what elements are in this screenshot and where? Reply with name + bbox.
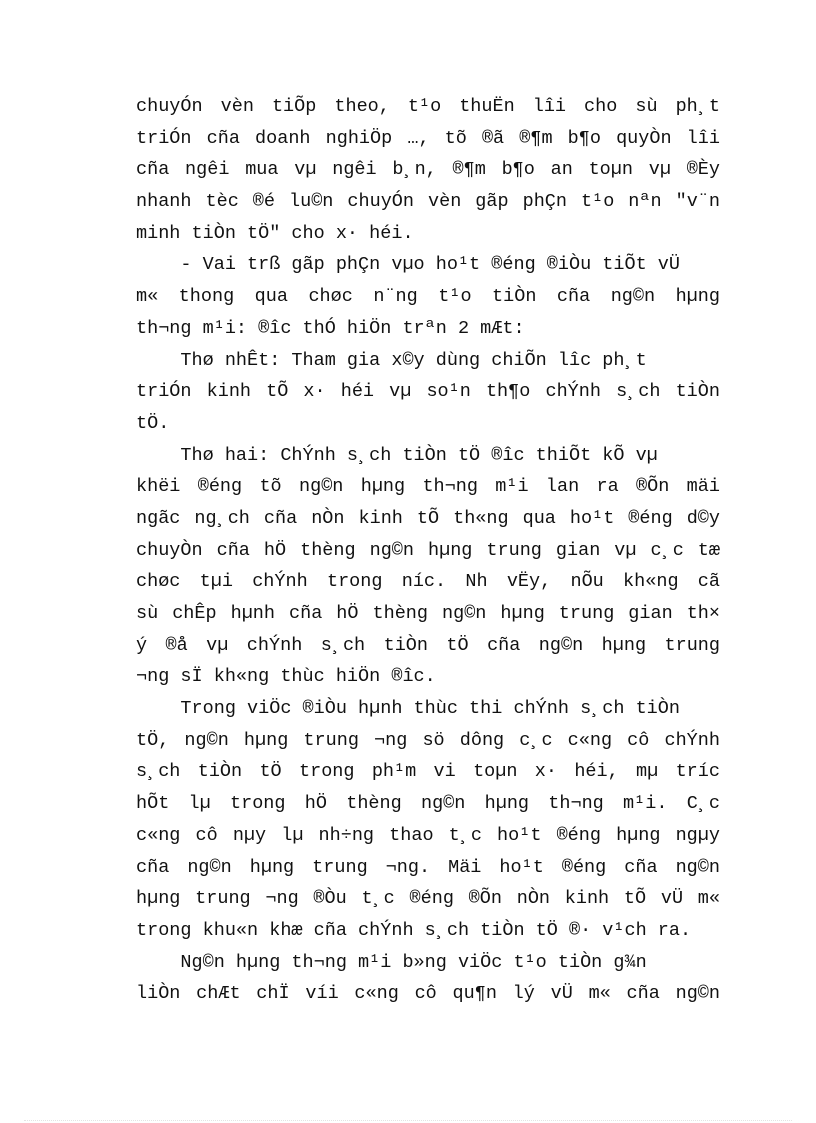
text-line: triÓn kinh tÕ x· héi vµ so¹n th¶o chÝnh s¸ch tiÒn: [136, 381, 720, 403]
text-line: nhanh tèc ®é lu©n chuyÓn vèn gãp phÇn t¹o nªn "v¨n: [136, 191, 720, 213]
text-line: ¬ng sÏ kh«ng thùc hiÖn ®îc.: [136, 666, 436, 688]
text-line: Thø hai: ChÝnh s¸ch tiÒn tÖ ®îc thiÕt kÕ vµ: [136, 444, 658, 466]
page-bottom-rule: [24, 1120, 792, 1121]
text-line: hµng trung ¬ng ®Òu t¸c ®éng ®Õn nÒn kinh tÕ vÜ m«: [136, 888, 720, 910]
text-line: sù chÊp hµnh cña hÖ thèng ng©n hµng trung gian th×: [136, 603, 720, 624]
text-line: triÓn cña doanh nghiÖp …, tõ ®ã ®¶m b¶o quyÒn lîi: [136, 127, 720, 149]
text-line: m« thong qua chøc n¨ng t¹o tiÒn cña ng©n hµng: [136, 286, 720, 308]
text-line: chuyÓn vèn tiÕp theo, t¹o thuËn lîi cho sù ph¸t: [136, 96, 720, 117]
text-line: chuyÒn cña hÖ thèng ng©n hµng trung gian vµ c¸c tæ: [136, 539, 720, 561]
text-line: liÒn chÆt chÏ víi c«ng cô qu¶n lý vÜ m« cña ng©n: [136, 983, 720, 1005]
text-line: tÖ.: [136, 412, 170, 434]
text-line: Ng©n hµng th¬ng m¹i b»ng viÖc t¹o tiÒn g¾n: [136, 951, 647, 973]
text-line: ngãc ng¸ch cña nÒn kinh tÕ th«ng qua ho¹t ®éng d©y: [136, 507, 720, 529]
text-line: tÖ, ng©n hµng trung ¬ng sö dông c¸c c«ng cô chÝnh: [136, 729, 720, 751]
text-line: minh tiÒn tÖ" cho x· héi.: [136, 222, 414, 244]
text-line: chøc tµi chÝnh trong níc. Nh vËy, nÕu kh«ng cã: [136, 571, 720, 593]
text-line: ý ®å vµ chÝnh s¸ch tiÒn tÖ cña ng©n hµng trung: [136, 634, 720, 656]
text-line: cña ngêi mua vµ ngêi b¸n, ®¶m b¶o an toµn vµ ®Èy: [136, 159, 720, 181]
text-line: - Vai trß gãp phÇn vµo ho¹t ®éng ®iÒu tiÕt vÜ: [136, 254, 680, 276]
text-line: cña ng©n hµng trung ¬ng. Mäi ho¹t ®éng cña ng©n: [136, 856, 720, 878]
text-line: Trong viÖc ®iÒu hµnh thùc thi chÝnh s¸ch tiÒn: [136, 698, 680, 720]
text-line: s¸ch tiÒn tÖ trong ph¹m vi toµn x· héi, mµ tríc: [136, 761, 720, 783]
text-line: khëi ®éng tõ ng©n hµng th¬ng m¹i lan ra ®Õn mäi: [136, 476, 720, 498]
text-line: hÕt lµ trong hÖ thèng ng©n hµng th¬ng m¹i. C¸c: [136, 793, 720, 815]
text-line: trong khu«n khæ cña chÝnh s¸ch tiÒn tÖ ®· v¹ch ra.: [136, 919, 692, 941]
text-line: c«ng cô nµy lµ nh÷ng thao t¸c ho¹t ®éng hµng ngµy: [136, 824, 720, 846]
text-line: Thø nhÊt: Tham gia x©y dùng chiÕn lîc ph¸t: [136, 349, 647, 371]
text-line: th¬ng m¹i: ®îc thÓ hiÖn trªn 2 mÆt:: [136, 317, 525, 339]
body-text: [136, 91, 720, 1010]
